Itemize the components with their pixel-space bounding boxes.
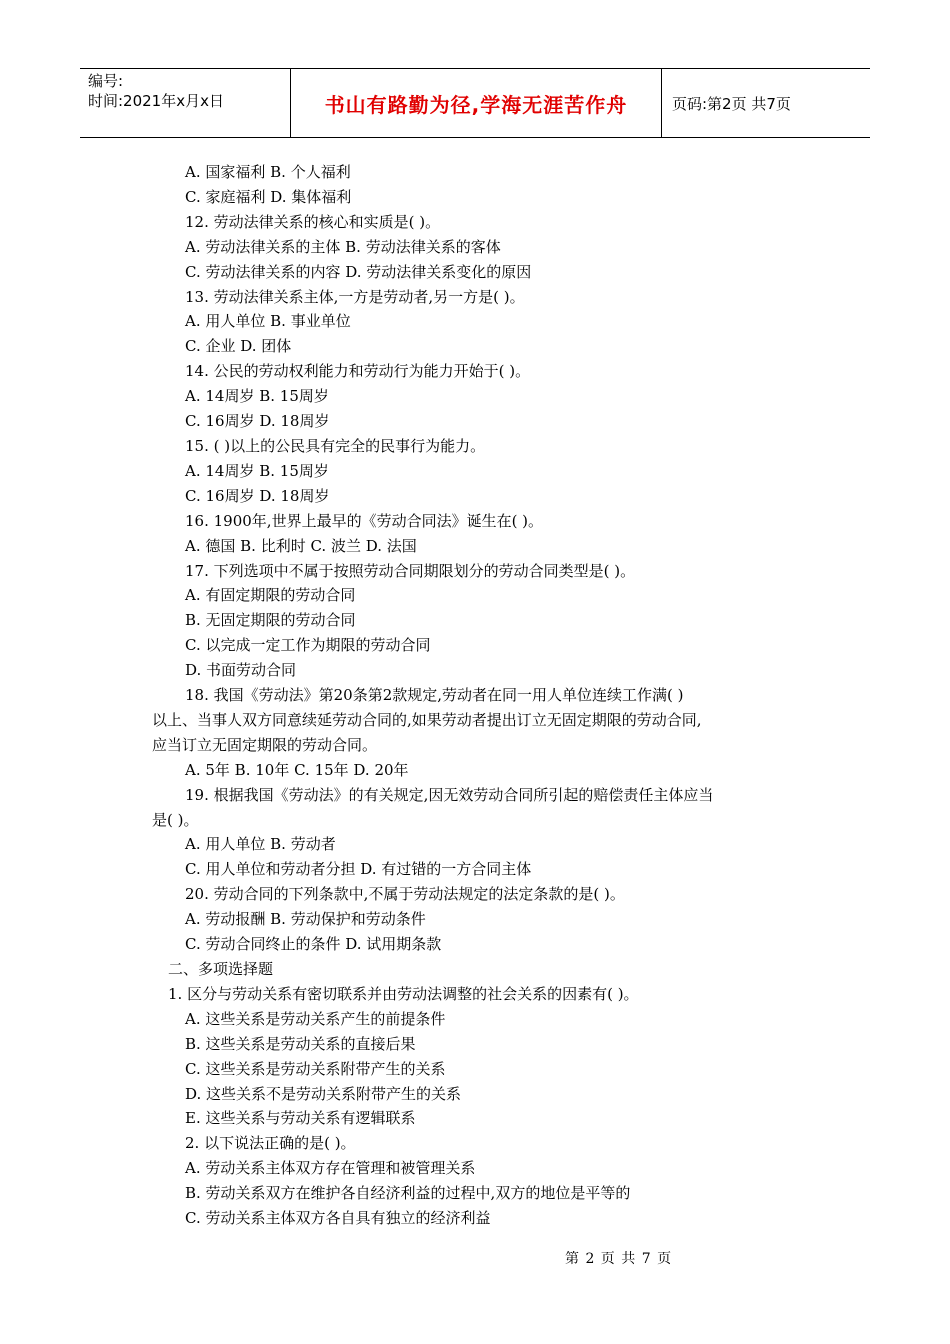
- text-line: A. 有固定期限的劳动合同: [185, 586, 356, 605]
- text-line: E. 这些关系与劳动关系有逻辑联系: [185, 1109, 416, 1128]
- text-line: C. 16周岁 D. 18周岁: [185, 412, 330, 431]
- text-line: C. 以完成一定工作为期限的劳动合同: [185, 636, 431, 655]
- text-line: 二、多项选择题: [168, 960, 274, 978]
- text-line: 2. 以下说法正确的是( )。: [185, 1134, 356, 1153]
- text-line: C. 企业 D. 团体: [185, 337, 292, 356]
- text-line: C. 用人单位和劳动者分担 D. 有过错的一方合同主体: [185, 860, 532, 879]
- header-page-info: 页码:第2页 共7页: [672, 94, 791, 113]
- text-line: A. 德国 B. 比利时 C. 波兰 D. 法国: [185, 536, 417, 555]
- text-line: A. 14周岁 B. 15周岁: [185, 461, 329, 480]
- text-line: 15. ( )以上的公民具有完全的民事行为能力。: [185, 436, 486, 455]
- text-line: 以上、当事人双方同意续延劳动合同的,如果劳动者提出订立无固定期限的劳动合同,: [152, 710, 702, 729]
- text-line: 20. 劳动合同的下列条款中,不属于劳动法规定的法定条款的是( )。: [185, 885, 625, 904]
- text-line: 16. 1900年,世界上最早的《劳动合同法》诞生在( )。: [185, 511, 544, 530]
- header-meta: [80, 69, 290, 137]
- text-line: C. 16周岁 D. 18周岁: [185, 486, 330, 505]
- text-line: 19. 根据我国《劳动法》的有关规定,因无效劳动合同所引起的赔偿责任主体应当: [185, 785, 714, 804]
- text-line: 12. 劳动法律关系的核心和实质是( )。: [185, 212, 441, 231]
- text-line: C. 劳动法律关系的内容 D. 劳动法律关系变化的原因: [185, 262, 532, 281]
- text-line: B. 这些关系是劳动关系的直接后果: [185, 1034, 416, 1053]
- text-line: D. 书面劳动合同: [185, 661, 297, 680]
- text-line: C. 家庭福利 D. 集体福利: [185, 187, 352, 206]
- text-line: 是( )。: [152, 810, 199, 829]
- page-header: [80, 68, 870, 138]
- text-line: A. 用人单位 B. 劳动者: [185, 835, 336, 854]
- text-line: C. 劳动合同终止的条件 D. 试用期条款: [185, 935, 442, 954]
- text-line: A. 这些关系是劳动关系产生的前提条件: [185, 1009, 446, 1028]
- document-body: [0, 160, 950, 1231]
- document-date: 时间:2021年x月x日: [88, 92, 224, 110]
- page-footer: 第 2 页 共 7 页: [565, 1251, 673, 1267]
- text-line: A. 14周岁 B. 15周岁: [185, 387, 329, 406]
- text-line: B. 劳动关系双方在维护各自经济利益的过程中,双方的地位是平等的: [185, 1184, 631, 1203]
- header-motto: 书山有路勤为径,学海无涯苦作舟: [290, 69, 662, 137]
- text-line: 应当订立无固定期限的劳动合同。: [152, 735, 378, 754]
- text-line: 17. 下列选项中不属于按照劳动合同期限划分的劳动合同类型是( )。: [185, 561, 636, 580]
- text-line: A. 劳动关系主体双方存在管理和被管理关系: [185, 1159, 476, 1178]
- text-line: D. 这些关系不是劳动关系附带产生的关系: [185, 1084, 462, 1103]
- text-line: B. 无固定期限的劳动合同: [185, 611, 356, 630]
- text-line: A. 5年 B. 10年 C. 15年 D. 20年: [185, 760, 409, 779]
- text-line: A. 国家福利 B. 个人福利: [185, 163, 351, 181]
- text-line: A. 劳动报酬 B. 劳动保护和劳动条件: [185, 910, 426, 929]
- text-line: 13. 劳动法律关系主体,一方是劳动者,另一方是( )。: [185, 287, 525, 306]
- text-line: A. 用人单位 B. 事业单位: [185, 312, 351, 331]
- text-line: A. 劳动法律关系的主体 B. 劳动法律关系的客体: [185, 237, 501, 256]
- document-number-label: 编号:: [88, 72, 124, 90]
- text-line: 1. 区分与劳动关系有密切联系并由劳动法调整的社会关系的因素有( )。: [168, 984, 639, 1003]
- text-line: C. 这些关系是劳动关系附带产生的关系: [185, 1059, 446, 1078]
- text-line: 14. 公民的劳动权利能力和劳动行为能力开始于( )。: [185, 362, 531, 381]
- text-line: 18. 我国《劳动法》第20条第2款规定,劳动者在同一用人单位连续工作满( ): [185, 686, 684, 705]
- text-line: C. 劳动关系主体双方各自具有独立的经济利益: [185, 1209, 491, 1228]
